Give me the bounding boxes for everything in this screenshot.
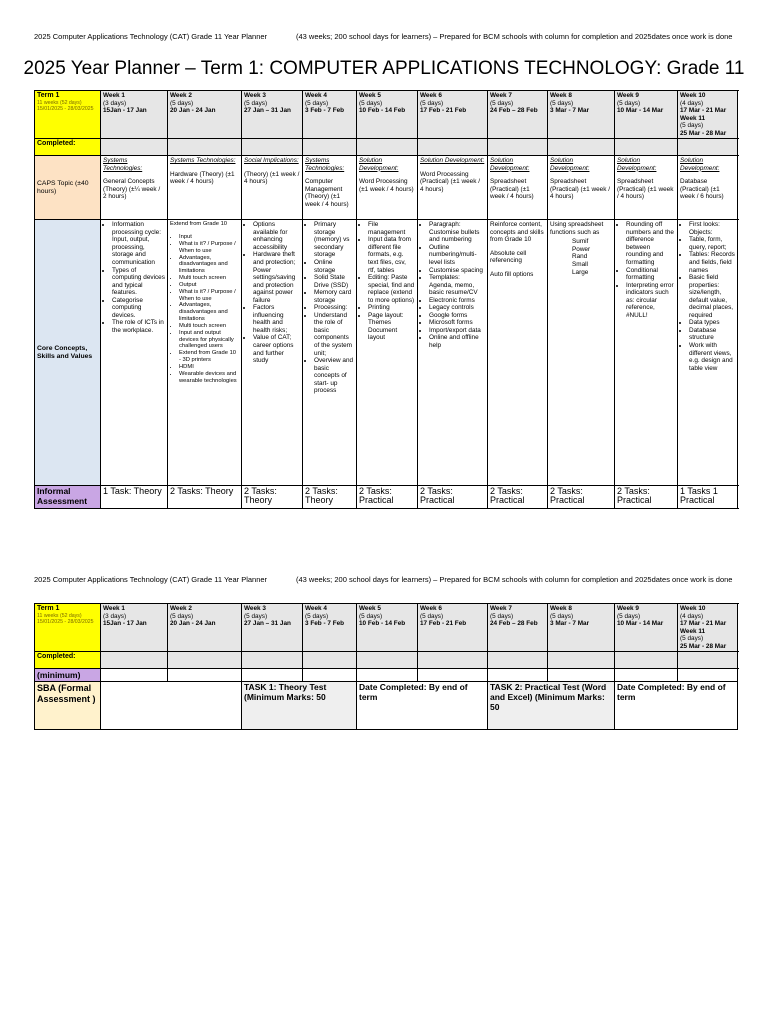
week-header-row — [35, 91, 738, 139]
core-cell-w7: Reinforce content, concepts and skills from Grade 10 Absolute cell referencing Auto fill options — [488, 220, 548, 486]
minimum-row — [35, 669, 738, 682]
sba-table — [34, 603, 738, 730]
completed-row — [35, 652, 738, 669]
core-cell-w9: • Rounding off numbers and the difference between rounding and formatting • Conditional formatting • Interpreting error indicators such as: circular reference, #NULL! — [615, 220, 678, 486]
completed-row — [35, 139, 738, 156]
week-header-row — [35, 604, 738, 652]
completed-cell[interactable] — [357, 139, 418, 156]
week-1-cell: Week 1 (3 days) 15Jan - 17 Jan — [101, 91, 168, 139]
caps-cell: Solution Development: Spreadsheet (Practical) (±1 week / 4 hours) — [615, 156, 678, 220]
week-5-cell: Week 5 (5 days) 10 Feb - 14 Feb — [357, 604, 418, 652]
informal-cell: 2 Tasks: Practical — [357, 486, 418, 509]
informal-cell: 2 Tasks: Theory — [242, 486, 303, 509]
sba-label: SBA (Formal Assessment ) — [35, 682, 101, 730]
page-header-2 — [34, 575, 733, 584]
caps-cell: Solution Development: Spreadsheet (Practical) (±1 week / 4 hours) — [548, 156, 615, 220]
week-9-cell: Week 9 (5 days) 10 Mar - 14 Mar — [615, 91, 678, 139]
caps-cell: Solution Development: Database (Practical) (±1 week / 6 hours) — [678, 156, 738, 220]
completed-cell[interactable] — [488, 139, 548, 156]
header-left: 2025 Computer Applications Technology (CAT) Grade 11 Year Planner — [34, 575, 268, 584]
week-7-cell: Week 7 (5 days) 24 Feb – 28 Feb — [488, 604, 548, 652]
core-cell-w4: • Primary storage (memory) vs secondary storage • Online storage • Solid State Drive (SSD) • Memory card storage • Processing: • Understand the role of basic components of the system unit; • Overview and basic concepts of start- up process — [303, 220, 357, 486]
caps-cell: Social Implications: (Theory) (±1 week / 4 hours) — [242, 156, 303, 220]
completed-cell[interactable] — [615, 652, 678, 669]
completed-cell[interactable] — [488, 652, 548, 669]
informal-cell: 1 Task: Theory — [101, 486, 168, 509]
completed-cell[interactable] — [357, 652, 418, 669]
informal-row — [35, 486, 738, 509]
caps-row — [35, 156, 738, 220]
caps-cell: Solution Development: Word Processing (±1 week / 4 hours) — [357, 156, 418, 220]
week-3-cell: Week 3 (5 days) 27 Jan – 31 Jan — [242, 604, 303, 652]
completed-cell[interactable] — [101, 139, 168, 156]
sba-row — [35, 682, 738, 730]
informal-cell: 2 Tasks: Theory — [303, 486, 357, 509]
caps-cell: Solution Development: Spreadsheet (Practical) (±1 week / 4 hours) — [488, 156, 548, 220]
week-2-cell: Week 2 (5 days) 20 Jan - 24 Jan — [168, 604, 242, 652]
completed-cell[interactable] — [418, 139, 488, 156]
week-8-cell: Week 8 (5 days) 3 Mar - 7 Mar — [548, 91, 615, 139]
informal-cell: 2 Tasks: Practical — [548, 486, 615, 509]
completed-cell[interactable] — [101, 652, 168, 669]
completed-cell[interactable] — [242, 652, 303, 669]
completed-cell[interactable] — [678, 139, 738, 156]
week-5-cell: Week 5 (5 days) 10 Feb - 14 Feb — [357, 91, 418, 139]
caps-label: CAPS Topic (±40 hours) — [35, 156, 101, 220]
week-2-cell: Week 2 (5 days) 20 Jan - 24 Jan — [168, 91, 242, 139]
informal-cell: 1 Tasks 1 Practical — [678, 486, 738, 509]
informal-cell: 2 Tasks: Practical — [488, 486, 548, 509]
completed-cell[interactable] — [678, 652, 738, 669]
completed-cell[interactable] — [548, 652, 615, 669]
sba-task1: TASK 1: Theory Test (Minimum Marks: 50 — [242, 682, 357, 730]
term-cell: Term 1 11 weeks (52 days) 15/01/2025 - 28/03/2025 — [35, 91, 101, 139]
core-cell-w3: • Options available for enhancing accessibility • Hardware theft and protection; Power settings/saving and protection against power failure • Factors influencing health and health risks; • Value of CAT; career options and further study — [242, 220, 303, 486]
completed-cell[interactable] — [242, 139, 303, 156]
completed-cell[interactable] — [548, 139, 615, 156]
week-6-cell: Week 6 (5 days) 17 Feb - 21 Feb — [418, 91, 488, 139]
page-header — [34, 32, 733, 41]
informal-cell: 2 Tasks: Practical — [615, 486, 678, 509]
core-cell-w8: Using spreadsheet functions such as Sumif Power Rand Small Large — [548, 220, 615, 486]
header-right: (43 weeks; 200 school days for learners) – Prepared for BCM schools with column for completion and 2025dates once work is done — [296, 32, 733, 41]
completed-cell[interactable] — [418, 652, 488, 669]
core-cell-w10: • First looks: Objects: • Table, form, query, report; • Tables: Records and fields, field names • Basic field properties: size/length, default value, decimal places, required • Data types • Database structure • Work with different views, e.g. design and table view — [678, 220, 738, 486]
completed-cell[interactable] — [303, 652, 357, 669]
caps-cell: Systems Technologies: Hardware (Theory) (±1 week / 4 hours) — [168, 156, 242, 220]
sba-date2: Date Completed: By end of term — [615, 682, 738, 730]
completed-cell[interactable] — [615, 139, 678, 156]
planner-table — [34, 90, 738, 509]
core-cell-w2: Extend from Grade 10 • Input • What is it? / Purpose / When to use • Advantages, disadvantages and limitations • Multi touch screen • Output • What is it? / Purpose / When to use • Advantages, disadvantages and limitations • Multi touch screen • Input and output devices for physically challenged users • Extend from Grade 10 - 3D printers • HDMI • Wearable devices and wearable technologies — [168, 220, 242, 486]
week-4-cell: Week 4 (5 days) 3 Feb - 7 Feb — [303, 604, 357, 652]
informal-cell: 2 Tasks: Theory — [168, 486, 242, 509]
sba-date1: Date Completed: By end of term — [357, 682, 488, 730]
completed-cell[interactable] — [168, 652, 242, 669]
caps-cell: Systems Technologies: Computer Management (Theory) (±1 week / 4 hours) — [303, 156, 357, 220]
week-10-cell: Week 10 (4 days) 17 Mar - 21 Mar Week 11 (5 days) 25 Mar - 28 Mar — [678, 604, 738, 652]
caps-cell: Solution Development: Word Processing (Practical) (±1 week / 4 hours) — [418, 156, 488, 220]
minimum-label: (minimum) — [35, 669, 101, 682]
header-right: (43 weeks; 200 school days for learners) – Prepared for BCM schools with column for completion and 2025dates once work is done — [296, 575, 733, 584]
core-row — [35, 220, 738, 486]
week-8-cell: Week 8 (5 days) 3 Mar - 7 Mar — [548, 604, 615, 652]
completed-cell[interactable] — [168, 139, 242, 156]
week-9-cell: Week 9 (5 days) 10 Mar - 14 Mar — [615, 604, 678, 652]
term-cell: Term 1 11 weeks (52 days) 15/01/2025 - 28/03/2025 — [35, 604, 101, 652]
completed-label: Completed: — [35, 652, 101, 669]
completed-cell[interactable] — [303, 139, 357, 156]
core-cell-w5: • File management • Input data from different file formats, e.g. text files, csv, rtf, tables • Editing: Paste special, find and replace (extend to more options) • Printing • Page layout: Themes Document layout — [357, 220, 418, 486]
week-10-cell: Week 10 (4 days) 17 Mar - 21 Mar Week 11 (5 days) 25 Mar - 28 Mar — [678, 91, 738, 139]
page-title: 2025 Year Planner – Term 1: COMPUTER APPLICATIONS TECHNOLOGY: Grade 11 — [23, 58, 745, 79]
completed-label: Completed: — [35, 139, 101, 156]
caps-cell: Systems Technologies: General Concepts (Theory) (±¼ week / 2 hours) — [101, 156, 168, 220]
header-left: 2025 Computer Applications Technology (CAT) Grade 11 Year Planner — [34, 32, 268, 41]
informal-label: Informal Assessment — [35, 486, 101, 509]
core-label: Core Concepts, Skills and Values — [35, 220, 101, 486]
informal-cell: 2 Tasks: Practical — [418, 486, 488, 509]
sba-task2: TASK 2: Practical Test (Word and Excel) (Minimum Marks: 50 — [488, 682, 615, 730]
core-cell-w1: • Information processing cycle: Input, output, processing, storage and communication • Types of computing devices and typical features. • Categorise computing devices. • The role of ICTs in the workplace. — [101, 220, 168, 486]
week-3-cell: Week 3 (5 days) 27 Jan – 31 Jan — [242, 91, 303, 139]
core-cell-w6: • Paragraph: Customise bullets and numbering • Outline numbering/multi-level lists • Customise spacing • Templates: Agenda, memo, basic resume/CV • Electronic forms • Legacy controls • Google forms • Microsoft forms • Import/export data • Online and offline help — [418, 220, 488, 486]
week-4-cell: Week 4 (5 days) 3 Feb - 7 Feb — [303, 91, 357, 139]
week-1-cell: Week 1 (3 days) 15Jan - 17 Jan — [101, 604, 168, 652]
sba-empty — [101, 682, 242, 730]
week-7-cell: Week 7 (5 days) 24 Feb – 28 Feb — [488, 91, 548, 139]
week-6-cell: Week 6 (5 days) 17 Feb - 21 Feb — [418, 604, 488, 652]
